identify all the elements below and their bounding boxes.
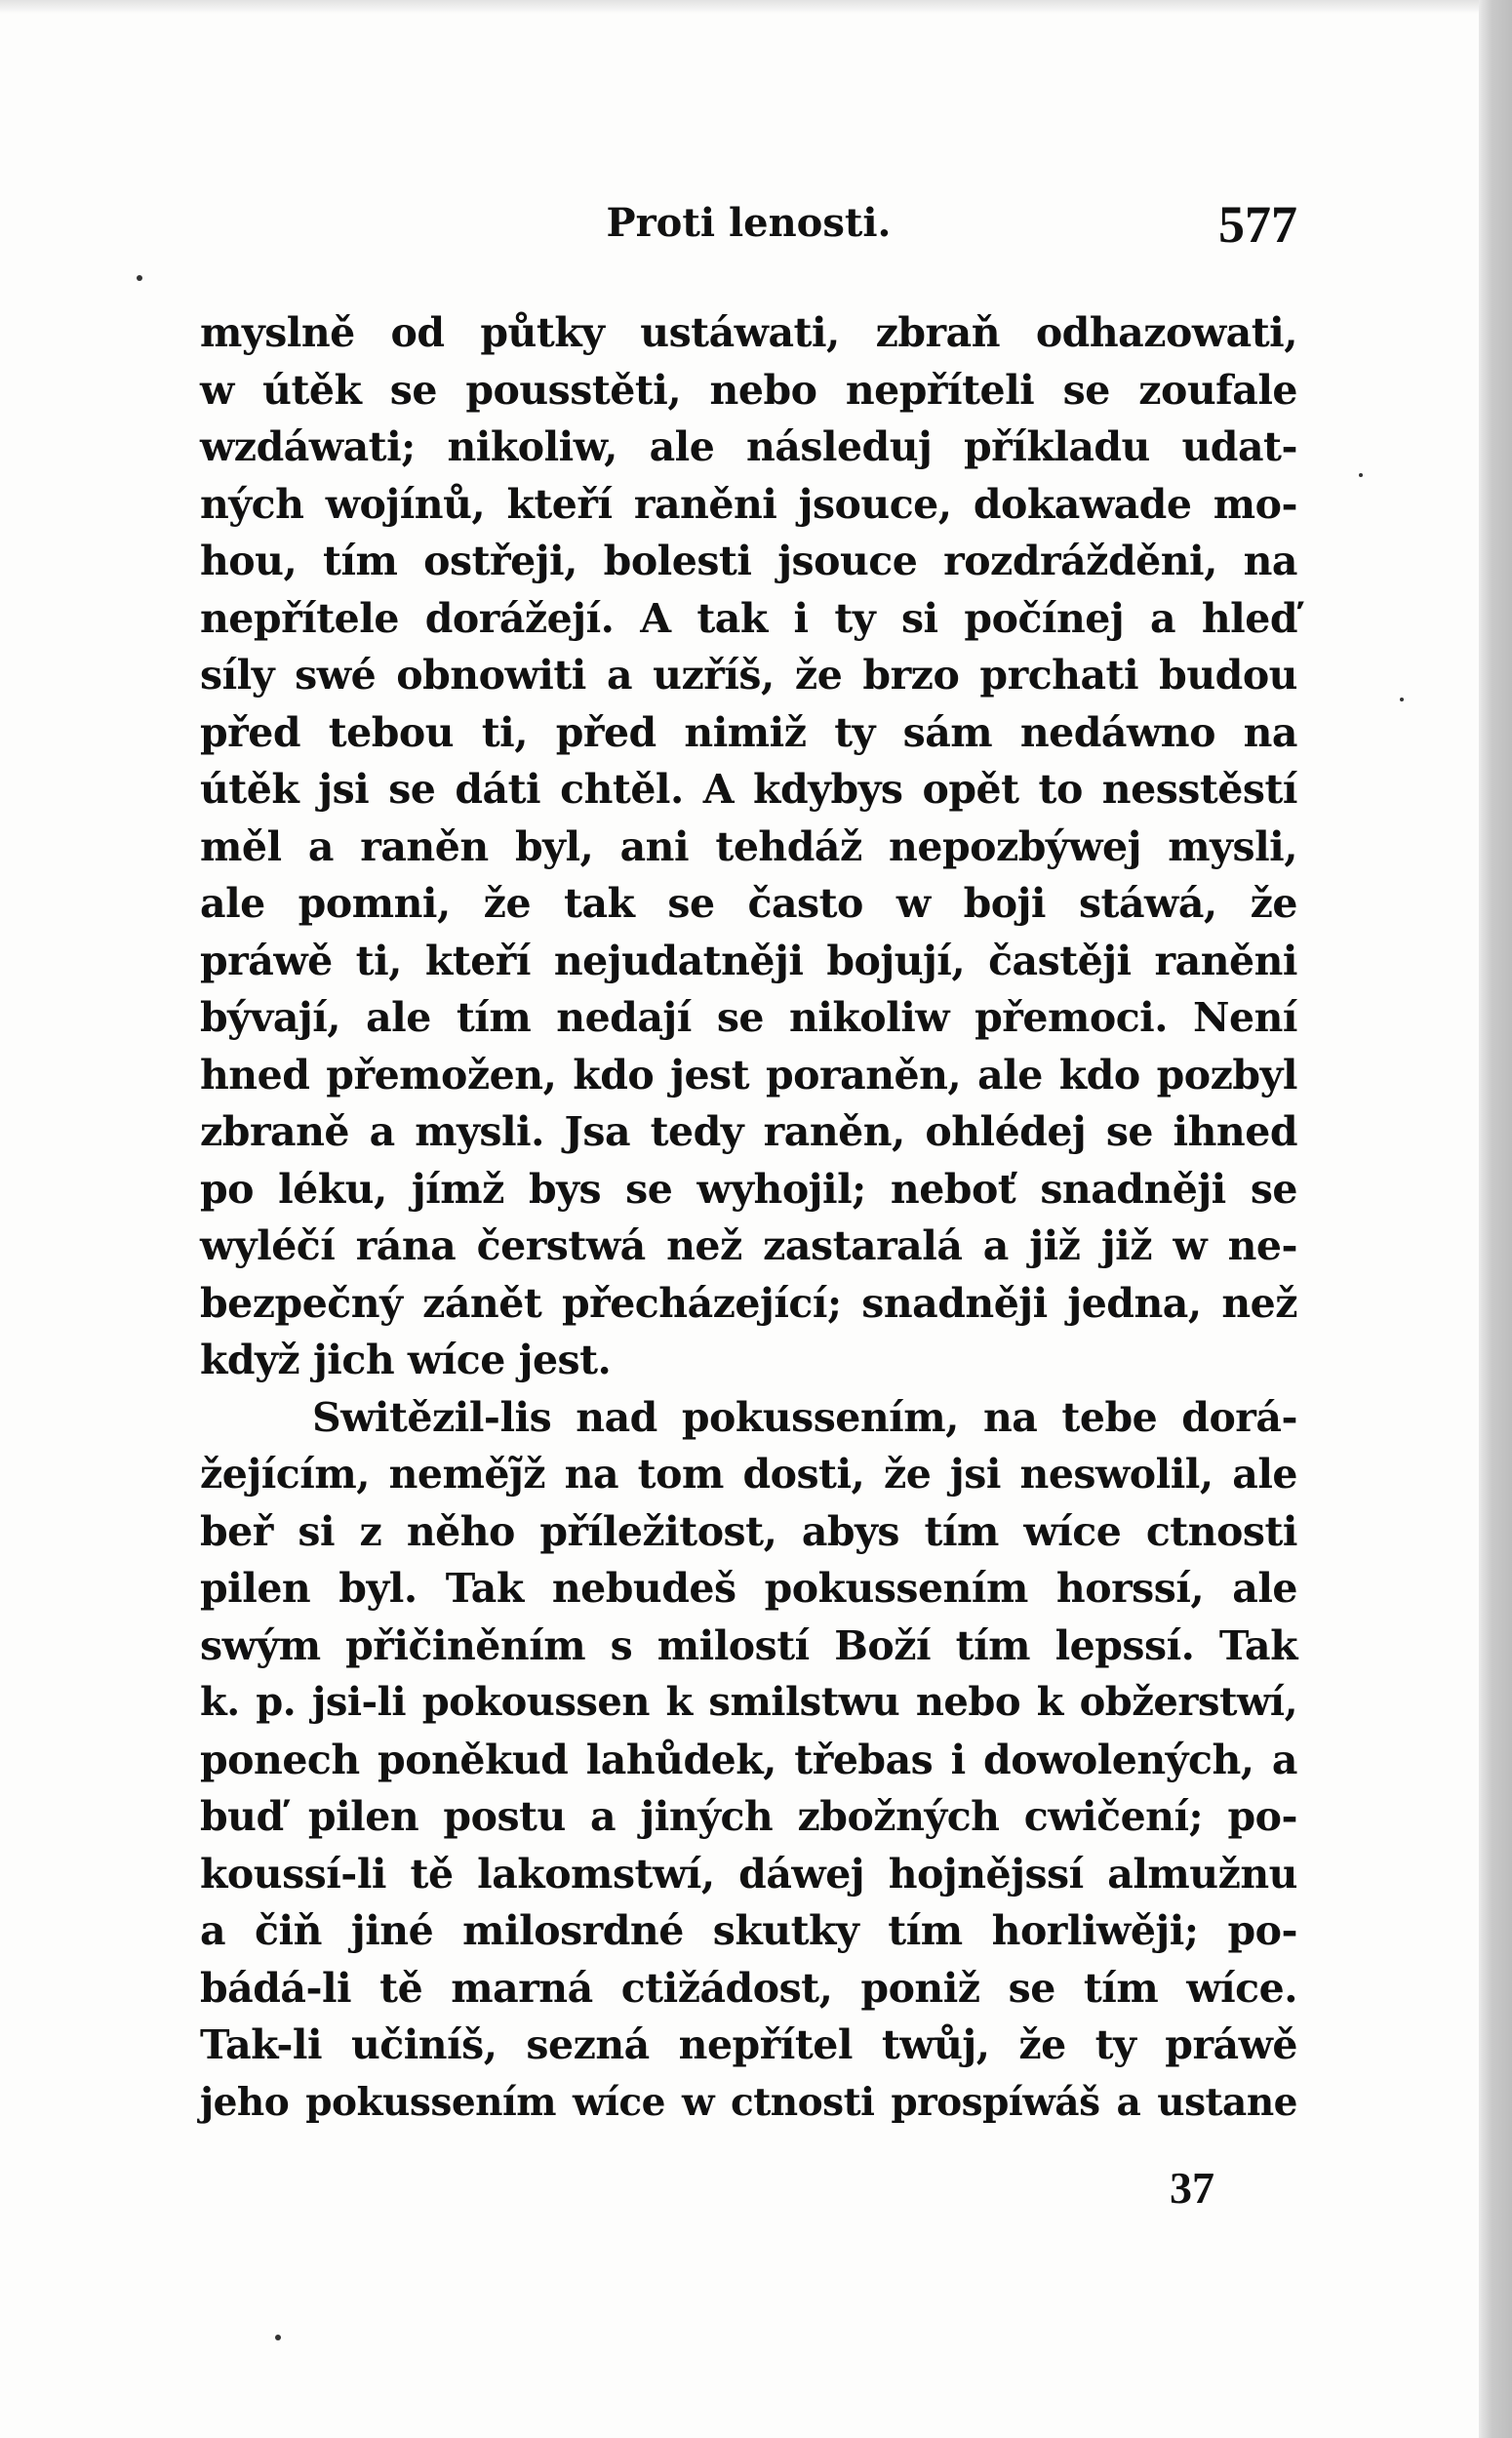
page-number: 577 bbox=[1218, 195, 1297, 254]
scan-right-edge bbox=[1479, 0, 1512, 2438]
text-line: bádá-li tě marná ctižádost, poniž se tím wíce. bbox=[200, 1964, 1297, 2012]
text-line: práwě ti, kteří nejudatněji bojují, častěji raněni bbox=[200, 937, 1297, 984]
signature-mark: 37 bbox=[1170, 2163, 1214, 2213]
text-line: ponech poněkud lahůdek, třebas i dowolených, a bbox=[200, 1736, 1297, 1783]
ink-speck bbox=[137, 275, 142, 281]
text-line: w útěk se pousstěti, nebo nepříteli se zoufale bbox=[200, 366, 1297, 414]
text-line: ale pomni, že tak se často w boji stáwá, že bbox=[200, 880, 1297, 927]
text-line: bývají, ale tím nedají se nikoliw přemoci. Není bbox=[200, 994, 1297, 1041]
text-line: ných wojínů, kteří raněni jsouce, dokawade mo- bbox=[200, 480, 1297, 528]
text-line: buď pilen postu a jiných zbožných cwičení; po- bbox=[200, 1793, 1297, 1840]
paragraph-end-line: když jich wíce jest. bbox=[200, 1337, 612, 1383]
paragraph-start-line: Switězil-lis nad pokussením, na tebe dorá- bbox=[312, 1393, 1297, 1441]
text-line: nepřítele dorážejí. A tak i ty si počínej a hleď bbox=[200, 594, 1297, 642]
text-line: po léku, jímž bys se wyhojil; neboť snadněji se bbox=[200, 1165, 1297, 1213]
text-line: myslně od půtky ustáwati, zbraň odhazowati, bbox=[200, 309, 1297, 356]
text-line: zbraně a mysli. Jsa tedy raněn, ohlédej se ihned bbox=[200, 1108, 1297, 1155]
running-title: Proti lenosti. bbox=[606, 200, 892, 246]
ink-speck bbox=[275, 2335, 281, 2340]
text-line: síly swé obnowiti a uzříš, že brzo prchati budou bbox=[200, 652, 1297, 699]
ink-speck bbox=[1359, 473, 1363, 477]
text-line: wzdáwati; nikoliw, ale následuj příkladu udat- bbox=[200, 423, 1297, 470]
text-line: bezpečný zánět přecházející; snadněji jedna, než bbox=[200, 1279, 1297, 1327]
text-line: útěk jsi se dáti chtěl. A kdybys opět to nesstěstí bbox=[200, 766, 1297, 813]
text-line: pilen byl. Tak nebudeš pokussením horssí, ale bbox=[200, 1565, 1297, 1612]
ink-speck bbox=[1400, 698, 1404, 701]
text-line: žejícím, neměj̃ž na tom dosti, že jsi neswolil, ale bbox=[200, 1451, 1297, 1498]
text-line: k. p. jsi-li pokoussen k smilstwu nebo k obžerstwí, bbox=[200, 1679, 1297, 1725]
text-line: swým přičiněním s milostí Boží tím lepssí. Tak bbox=[200, 1621, 1297, 1669]
body-text bbox=[200, 304, 1297, 2131]
text-line: hou, tím ostřeji, bolesti jsouce rozdrážděni, na bbox=[200, 538, 1297, 584]
text-line: koussí-li tě lakomstwí, dáwej hojnějssí almužnu bbox=[200, 1850, 1297, 1898]
text-line: beř si z něho příležitost, abys tím wíce ctnosti bbox=[200, 1507, 1297, 1555]
text-line: před tebou ti, před nimiž ty sám nedáwno na bbox=[200, 708, 1297, 756]
text-line: jeho pokussením wíce w ctnosti prospíwáš a ustane bbox=[200, 2079, 1297, 2125]
running-header bbox=[200, 195, 1297, 259]
text-line: Tak-li učiníš, sezná nepřítel twůj, že ty práwě bbox=[200, 2021, 1297, 2068]
text-line: wyléčí rána čerstwá než zastaralá a již již w ne- bbox=[200, 1222, 1297, 1269]
scan-top-edge bbox=[0, 0, 1512, 14]
text-line: hned přemožen, kdo jest poraněn, ale kdo pozbyl bbox=[200, 1051, 1297, 1099]
text-line: měl a raněn byl, ani tehdáž nepozbýwej mysli, bbox=[200, 822, 1297, 870]
text-line: a čiň jiné milosrdné skutky tím horliwěji; po- bbox=[200, 1907, 1297, 1954]
